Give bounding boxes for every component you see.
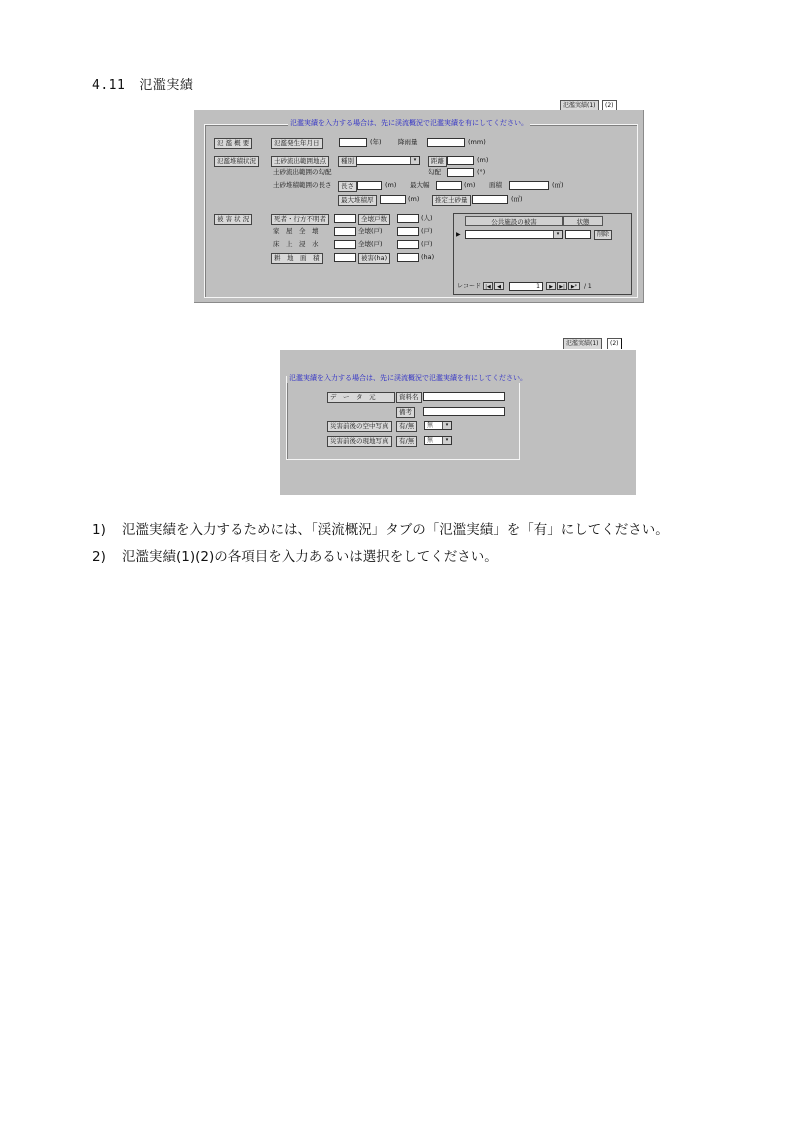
section-number: 4.11 xyxy=(92,78,126,93)
unit-m-3: (m) xyxy=(464,181,476,189)
label-haba: 最大幅 xyxy=(410,181,430,189)
instruction-2 xyxy=(92,545,498,565)
new-record-icon[interactable]: ▶* xyxy=(568,282,580,290)
chevron-down-icon[interactable]: ▾ xyxy=(553,231,562,238)
label-kyori: 距離 xyxy=(428,156,447,167)
label-jinteki: 死者・行方不明者 xyxy=(271,214,329,225)
instruction-1-mark: 1) xyxy=(92,522,106,538)
label-hanran-date: 氾濫発生年月日 xyxy=(271,138,323,149)
label-data-source: デ ー タ 元 xyxy=(327,392,395,403)
section-heading xyxy=(92,74,193,93)
instruction-1 xyxy=(92,518,669,538)
first-record-icon[interactable]: |◀ xyxy=(483,282,493,290)
hanran-date-field[interactable] xyxy=(339,138,367,147)
row-pointer-icon: ▶ xyxy=(456,231,461,238)
kouchi-2-field[interactable] xyxy=(397,253,419,262)
label-higai: 被 害 状 況 xyxy=(214,214,252,225)
label-shinsui-2: 全壊(戸) xyxy=(358,240,383,248)
saidai-atsu-field[interactable] xyxy=(380,195,406,204)
tab-hanran-1[interactable]: 氾濫実績(1) xyxy=(560,100,599,111)
unit-ko-2: (戸) xyxy=(421,240,433,248)
delete-button[interactable]: 削除 xyxy=(594,230,612,240)
label-tanshutu: 土砂流出範囲地点 xyxy=(271,156,329,167)
instruction-2-text: 氾濫実績(1)(2)の各項目を入力あるいは選択をしてください。 xyxy=(122,549,498,565)
shinsui-2-field[interactable] xyxy=(397,240,419,249)
record-number-field[interactable]: 1 xyxy=(509,282,543,291)
screen2-banner: 氾濫実績を入力する場合は、先に渓流概況で氾濫実績を有にしてください。 xyxy=(289,374,527,382)
label-shiryo: 資料名 xyxy=(396,392,422,403)
last-record-icon[interactable]: ▶| xyxy=(557,282,567,290)
chevron-down-icon[interactable]: ▾ xyxy=(442,422,451,429)
unit-nin: (人) xyxy=(421,214,433,222)
unit-year: (年) xyxy=(370,138,382,146)
unit-m-1: (m) xyxy=(477,156,489,164)
label-site-photo: 災害前後の現地写真 xyxy=(327,436,392,447)
section-title: 氾濫実績 xyxy=(139,78,194,93)
kyori-field[interactable] xyxy=(447,156,474,165)
hankai-field[interactable] xyxy=(397,227,419,236)
zenkai-field[interactable] xyxy=(397,214,419,223)
label-aerial-yn: 有/無 xyxy=(396,421,417,432)
label-kaoku: 家 屋 全 壊 xyxy=(273,227,319,235)
unit-m2: (㎡) xyxy=(552,181,564,189)
unit-m-4: (m) xyxy=(408,195,420,203)
rain-field[interactable] xyxy=(427,138,465,147)
bikou-field[interactable] xyxy=(423,407,505,416)
shinsui-field[interactable] xyxy=(334,240,356,249)
chevron-down-icon[interactable]: ▾ xyxy=(410,157,419,164)
jinteki-field[interactable] xyxy=(334,214,356,223)
label-hanran-jyokyo: 氾濫堆積状況 xyxy=(214,156,259,167)
label-shubetsu: 種別 xyxy=(338,156,357,167)
instruction-1-text: 氾濫実績を入力するためには、「渓流概況」タブの「氾濫実績」を「有」にしてください。 xyxy=(122,522,669,538)
label-site-yn: 有/無 xyxy=(396,436,417,447)
label-hankai: 全壊(戸) xyxy=(358,227,383,235)
screen1-banner: 氾濫実績を入力する場合は、先に渓流概況で氾濫実績を有にしてください。 xyxy=(290,119,528,127)
aerial-value: 無 xyxy=(427,422,434,429)
instruction-2-mark: 2) xyxy=(92,549,106,565)
unit-m-2: (m) xyxy=(385,181,397,189)
label-taisekiten: 土砂堆積範囲の長さ xyxy=(273,181,332,189)
unit-mm: (mm) xyxy=(468,138,486,146)
tab2-hanran-2[interactable]: (2) xyxy=(607,338,622,349)
label-menseki: 面積 xyxy=(489,181,502,189)
label-zenkai: 全壊戸数 xyxy=(358,214,390,225)
label-nagasa: 長さ xyxy=(338,181,357,192)
label-kouhaiten: 土砂流出範囲の勾配 xyxy=(273,168,332,176)
haba-field[interactable] xyxy=(436,181,462,190)
grid-header-state: 状態 xyxy=(563,216,603,226)
label-saidai-atsu: 最大堆積厚 xyxy=(338,195,377,206)
screen2-group xyxy=(286,376,520,460)
shubetsu-select[interactable] xyxy=(356,156,420,165)
label-kouchi: 耕 地 面 積 xyxy=(271,253,323,264)
tab2-hanran-1[interactable]: 氾濫実績(1) xyxy=(563,338,602,349)
kaoku-field[interactable] xyxy=(334,227,356,236)
screen2-tabstrip xyxy=(563,338,633,350)
prev-record-icon[interactable]: ◀ xyxy=(494,282,504,290)
label-bikou: 備考 xyxy=(396,407,415,418)
tab-hanran-2[interactable]: (2) xyxy=(602,100,617,111)
unit-ko-1: (戸) xyxy=(421,227,433,235)
kouhai-field[interactable] xyxy=(447,168,474,177)
next-record-icon[interactable]: ▶ xyxy=(546,282,556,290)
kouchi-field[interactable] xyxy=(334,253,356,262)
facility-select[interactable] xyxy=(465,230,563,239)
label-taiseki-ryo: 推定土砂量 xyxy=(432,195,471,206)
nagasa-field[interactable] xyxy=(357,181,382,190)
label-shinsui: 床 上 浸 水 xyxy=(273,240,319,248)
unit-deg: (°) xyxy=(477,168,486,176)
aerial-select[interactable] xyxy=(424,421,452,430)
unit-m3: (㎥) xyxy=(511,195,523,203)
label-rain: 降雨量 xyxy=(398,138,418,146)
site-value: 無 xyxy=(427,437,434,444)
record-label: レコード xyxy=(457,283,482,290)
label-aerial-photo: 災害前後の空中写真 xyxy=(327,421,392,432)
grid-header-facility: 公共施設の被害 xyxy=(465,216,563,226)
shiryo-field[interactable] xyxy=(423,392,505,401)
state-field[interactable] xyxy=(565,230,591,239)
label-hanran-gaiyou: 氾 濫 概 要 xyxy=(214,138,252,149)
label-kouhai: 勾配 xyxy=(428,168,441,176)
taiseki-ryo-field[interactable] xyxy=(472,195,508,204)
menseki-field[interactable] xyxy=(509,181,549,190)
chevron-down-icon[interactable]: ▾ xyxy=(442,437,451,444)
label-kouchi-2: 被害(ha) xyxy=(358,253,390,264)
unit-ha: (ha) xyxy=(421,253,435,261)
site-select[interactable] xyxy=(424,436,452,445)
record-total: / 1 xyxy=(584,283,592,290)
